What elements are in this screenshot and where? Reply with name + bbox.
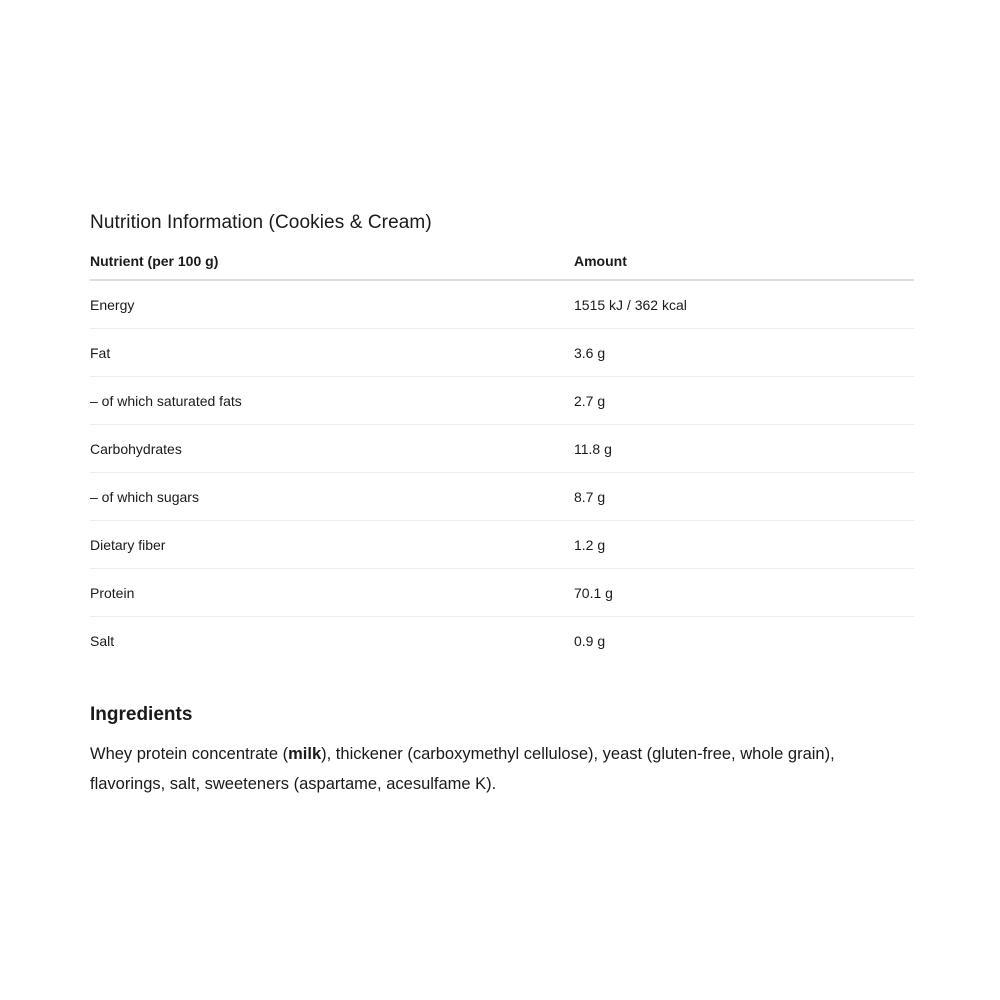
amount-cell: 1.2 g [574, 521, 914, 569]
allergen-highlight: milk [288, 745, 322, 763]
nutrient-cell: Salt [90, 632, 115, 649]
amount-cell: 70.1 g [574, 569, 914, 617]
nutrient-column-header: Nutrient (per 100 g) [90, 243, 574, 280]
nutrient-cell: – of which saturated fats [90, 377, 574, 425]
ingredients-text-before: Whey protein concentrate ( [90, 745, 289, 763]
amount-cell: 11.8 g [574, 425, 914, 473]
nutrient-cell: Fat [90, 329, 574, 377]
amount-cell: 0.9 g [574, 632, 606, 649]
table-row [90, 617, 914, 665]
nutrient-cell: Energy [90, 280, 574, 329]
amount-column-header: Amount [574, 243, 914, 280]
table-row [90, 425, 914, 473]
table-row [90, 280, 914, 329]
nutrient-cell: Dietary fiber [90, 521, 574, 569]
nutrient-cell: Carbohydrates [90, 425, 574, 473]
table-row [90, 521, 914, 569]
ingredients-text-after: ), thickener (carboxymethyl cellulose), yeast (gluten-free, whole grain), flavorings, salt, sweeteners (aspartame, acesulfame K). [90, 745, 835, 793]
amount-cell: 8.7 g [574, 473, 914, 521]
table-row [90, 473, 914, 521]
nutrient-cell: – of which sugars [90, 473, 574, 521]
amount-cell: 3.6 g [574, 329, 914, 377]
ingredients-text [90, 739, 890, 799]
nutrition-table [90, 243, 914, 664]
amount-cell: 1515 kJ / 362 kcal [574, 280, 914, 329]
amount-cell: 2.7 g [574, 377, 914, 425]
ingredients-title: Ingredients [90, 704, 193, 725]
table-row [90, 329, 914, 377]
table-header-row [90, 243, 914, 280]
nutrient-cell: Protein [90, 569, 574, 617]
nutrition-title: Nutrition Information (Cookies & Cream) [90, 212, 432, 233]
product-details [90, 208, 914, 799]
table-row [90, 377, 914, 425]
table-row [90, 569, 914, 617]
